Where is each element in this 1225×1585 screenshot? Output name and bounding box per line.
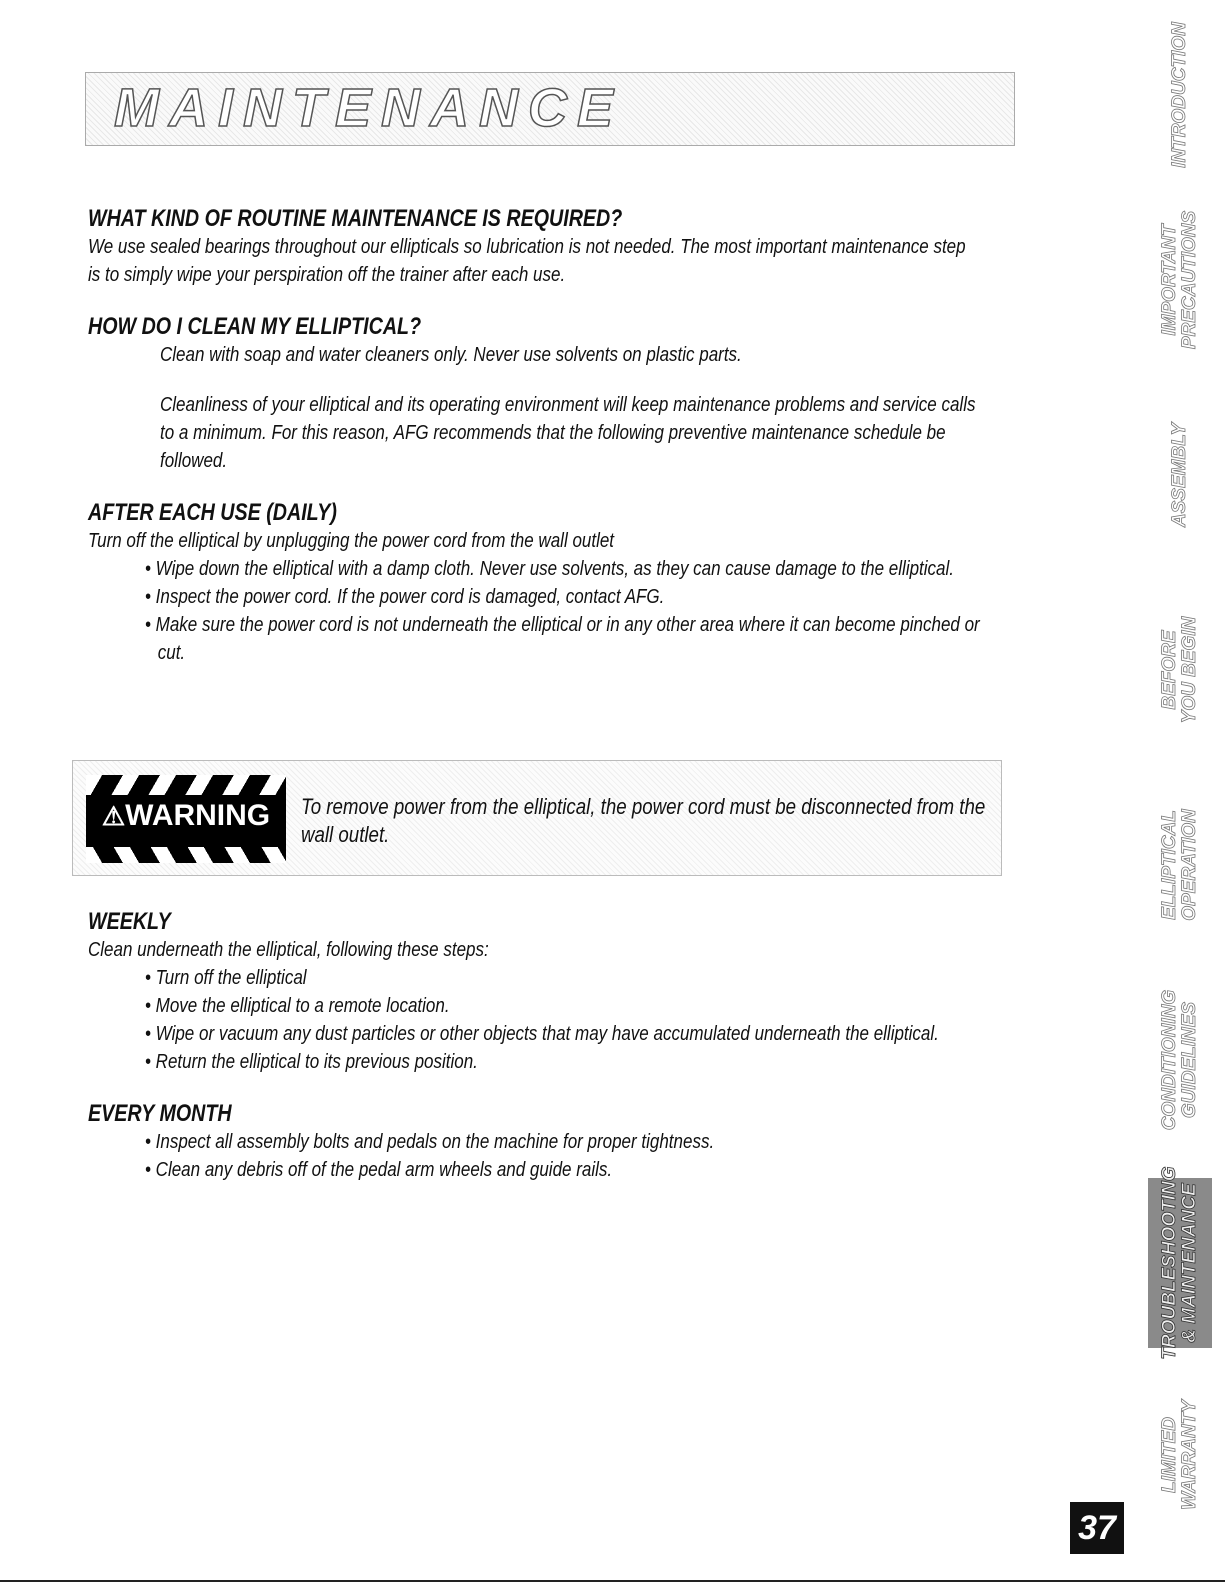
monthly-heading: EVERY MONTH [88,1100,232,1127]
warning-box [72,760,1002,876]
tab-elliptical-operation[interactable]: ELLIPTICAL OPERATION [1159,809,1200,921]
warning-sign [86,775,286,863]
warning-label: WARNING [125,799,271,832]
tab-troubleshooting-maintenance[interactable]: TROUBLESHOOTING & MAINTENANCE [1148,1178,1212,1348]
hazard-stripes [86,775,286,795]
list-item: • Turn off the elliptical [145,967,307,989]
tab-conditioning-guidelines[interactable]: CONDITIONING GUIDELINES [1159,989,1200,1131]
daily-heading: AFTER EACH USE (DAILY) [88,499,337,526]
page-title-banner [85,72,1015,146]
routine-heading: WHAT KIND OF ROUTINE MAINTENANCE IS REQUIRED? [88,205,623,232]
section-side-tabs [1148,0,1212,1510]
clean-heading: HOW DO I CLEAN MY ELLIPTICAL? [88,313,422,340]
main-content-lower [88,908,988,1184]
list-item: • Wipe or vacuum any dust particles or other objects that may have accumulated underneath the elliptical. [145,1023,939,1045]
list-item: • Inspect the power cord. If the power cord is damaged, contact AFG. [145,586,665,608]
bottom-rule [0,1580,1225,1582]
page-number: 37 [1070,1502,1124,1554]
warning-triangle-icon: ⚠ [101,801,126,831]
daily-intro: Turn off the elliptical by unplugging the power cord from the wall outlet [88,530,615,552]
tab-limited-warranty[interactable]: LIMITED WARRANTY [1159,1400,1200,1510]
routine-text: We use sealed bearings throughout our ellipticals so lubrication is not needed. The most important maintenance step is to simply wipe your perspiration off the trainer after each use. [88,236,966,286]
tab-important-precautions[interactable]: IMPORTANT PRECAUTIONS [1159,210,1200,350]
clean-text-1: Clean with soap and water cleaners only. Never use solvents on plastic parts. [160,344,742,366]
list-item: • Inspect all assembly bolts and pedals on the machine for proper tightness. [145,1131,715,1153]
warning-text: To remove power from the elliptical, the power cord must be disconnected from the wall outlet. [301,794,986,847]
list-item: • Wipe down the elliptical with a damp cloth. Never use solvents, as they can cause damage to the elliptical. [145,558,955,580]
weekly-heading: WEEKLY [88,908,171,935]
weekly-intro: Clean underneath the elliptical, following these steps: [88,939,489,961]
list-item: • Return the elliptical to its previous position. [145,1051,478,1073]
main-content [88,205,988,667]
list-item: • Make sure the power cord is not underneath the elliptical or in any other area where it can become pinched or cut. [145,614,980,664]
tab-introduction[interactable]: INTRODUCTION [1169,22,1190,168]
tab-before-you-begin[interactable]: BEFORE YOU BEGIN [1159,616,1200,724]
tab-assembly[interactable]: ASSEMBLY [1169,422,1190,528]
clean-text-2: Cleanliness of your elliptical and its operating environment will keep maintenance problems and service calls to a minimum. For this reason, AFG recommends that the following preventive maintenance schedule be followed. [160,394,976,472]
list-item: • Clean any debris off of the pedal arm wheels and guide rails. [145,1159,613,1181]
list-item: • Move the elliptical to a remote location. [145,995,450,1017]
hazard-stripes [86,847,286,863]
page-title: MAINTENANCE [114,78,623,138]
